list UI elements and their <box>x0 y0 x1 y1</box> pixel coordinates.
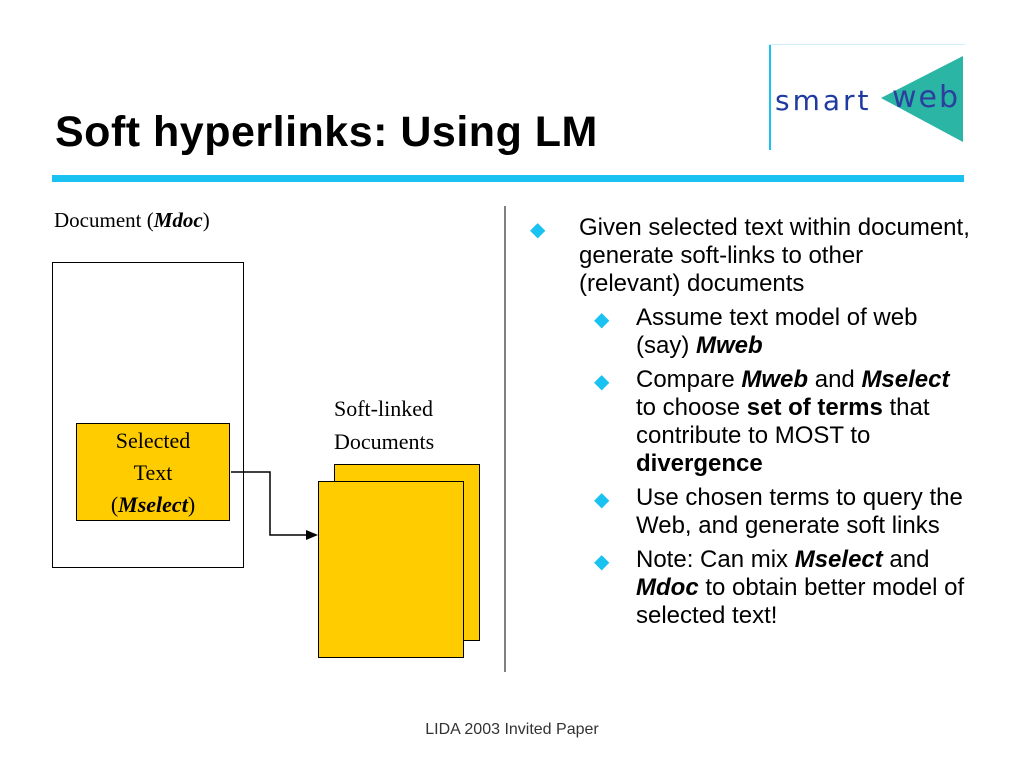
selected-line-3 <box>77 489 229 521</box>
sub-bullet-2-divergence: divergence <box>636 450 763 477</box>
selected-text-box <box>76 423 230 521</box>
sub-bullet-4 <box>530 546 970 630</box>
slide-title: Soft hyperlinks: Using LM <box>55 108 598 156</box>
diamond-bullet-icon: ◆ <box>594 309 610 331</box>
selected-line-3-suffix: ) <box>187 492 196 517</box>
diamond-bullet-icon: ◆ <box>594 551 610 573</box>
sub-bullet-2-g: that contribute to MOST to <box>636 394 930 449</box>
document-label <box>54 208 210 233</box>
document-label-mdoc: Mdoc <box>153 208 203 232</box>
bullet-1-text: Given selected text within document, generate soft-links to other (relevant) documents <box>579 214 970 297</box>
sub-bullet-4-c: and <box>882 546 930 573</box>
sub-bullet-3 <box>530 484 970 540</box>
selected-line-3-prefix: ( <box>110 492 119 517</box>
sub-bullet-1-text: Assume text model of web (say) <box>636 304 918 359</box>
sub-bullet-2-mweb: Mweb <box>741 366 809 393</box>
sub-bullet-2-mselect: Mselect <box>861 366 950 393</box>
diamond-bullet-icon: ◆ <box>594 371 610 393</box>
sub-bullet-3-text: Use chosen terms to query the Web, and generate soft links <box>636 484 963 539</box>
sub-bullet-4-mselect: Mselect <box>794 546 883 573</box>
sub-bullet-1 <box>530 304 970 360</box>
diamond-bullet-icon: ◆ <box>594 489 610 511</box>
sub-bullet-2-e: to choose <box>636 394 747 421</box>
bullet-list <box>530 214 970 630</box>
diamond-bullet-icon: ◆ <box>530 219 546 241</box>
sub-bullet-1-mweb: Mweb <box>696 332 763 359</box>
smartweb-logo <box>769 44 965 152</box>
logo-smart-text: smart <box>775 84 872 117</box>
selected-line-1: Selected <box>115 428 191 453</box>
sub-bullet-2 <box>530 366 970 478</box>
document-label-prefix: Document ( <box>54 208 154 232</box>
document-box <box>52 262 244 568</box>
slide-footer: LIDA 2003 Invited Paper <box>425 721 599 738</box>
sub-bullet-2-c: and <box>808 366 862 393</box>
selected-line-2: Text <box>133 460 173 485</box>
sub-bullet-4-e: to obtain better model of selected text! <box>636 574 965 629</box>
bullet-1 <box>530 214 970 298</box>
document-label-suffix: ) <box>202 208 210 232</box>
sub-bullet-4-mdoc: Mdoc <box>636 574 699 601</box>
sub-bullet-4-a: Note: Can mix <box>636 546 795 573</box>
soft-linked-label <box>334 392 434 458</box>
sub-bullet-2-a: Compare <box>636 366 742 393</box>
selected-line-3-mselect: Mselect <box>118 492 188 517</box>
soft-label-line-2: Documents <box>334 429 435 454</box>
column-divider <box>504 206 506 672</box>
logo-web-text: web <box>892 80 961 115</box>
title-underline <box>52 175 964 182</box>
soft-linked-page-front <box>318 481 464 658</box>
sub-bullet-2-set-of-terms: set of terms <box>746 394 883 421</box>
soft-label-line-1: Soft-linked <box>334 396 433 421</box>
